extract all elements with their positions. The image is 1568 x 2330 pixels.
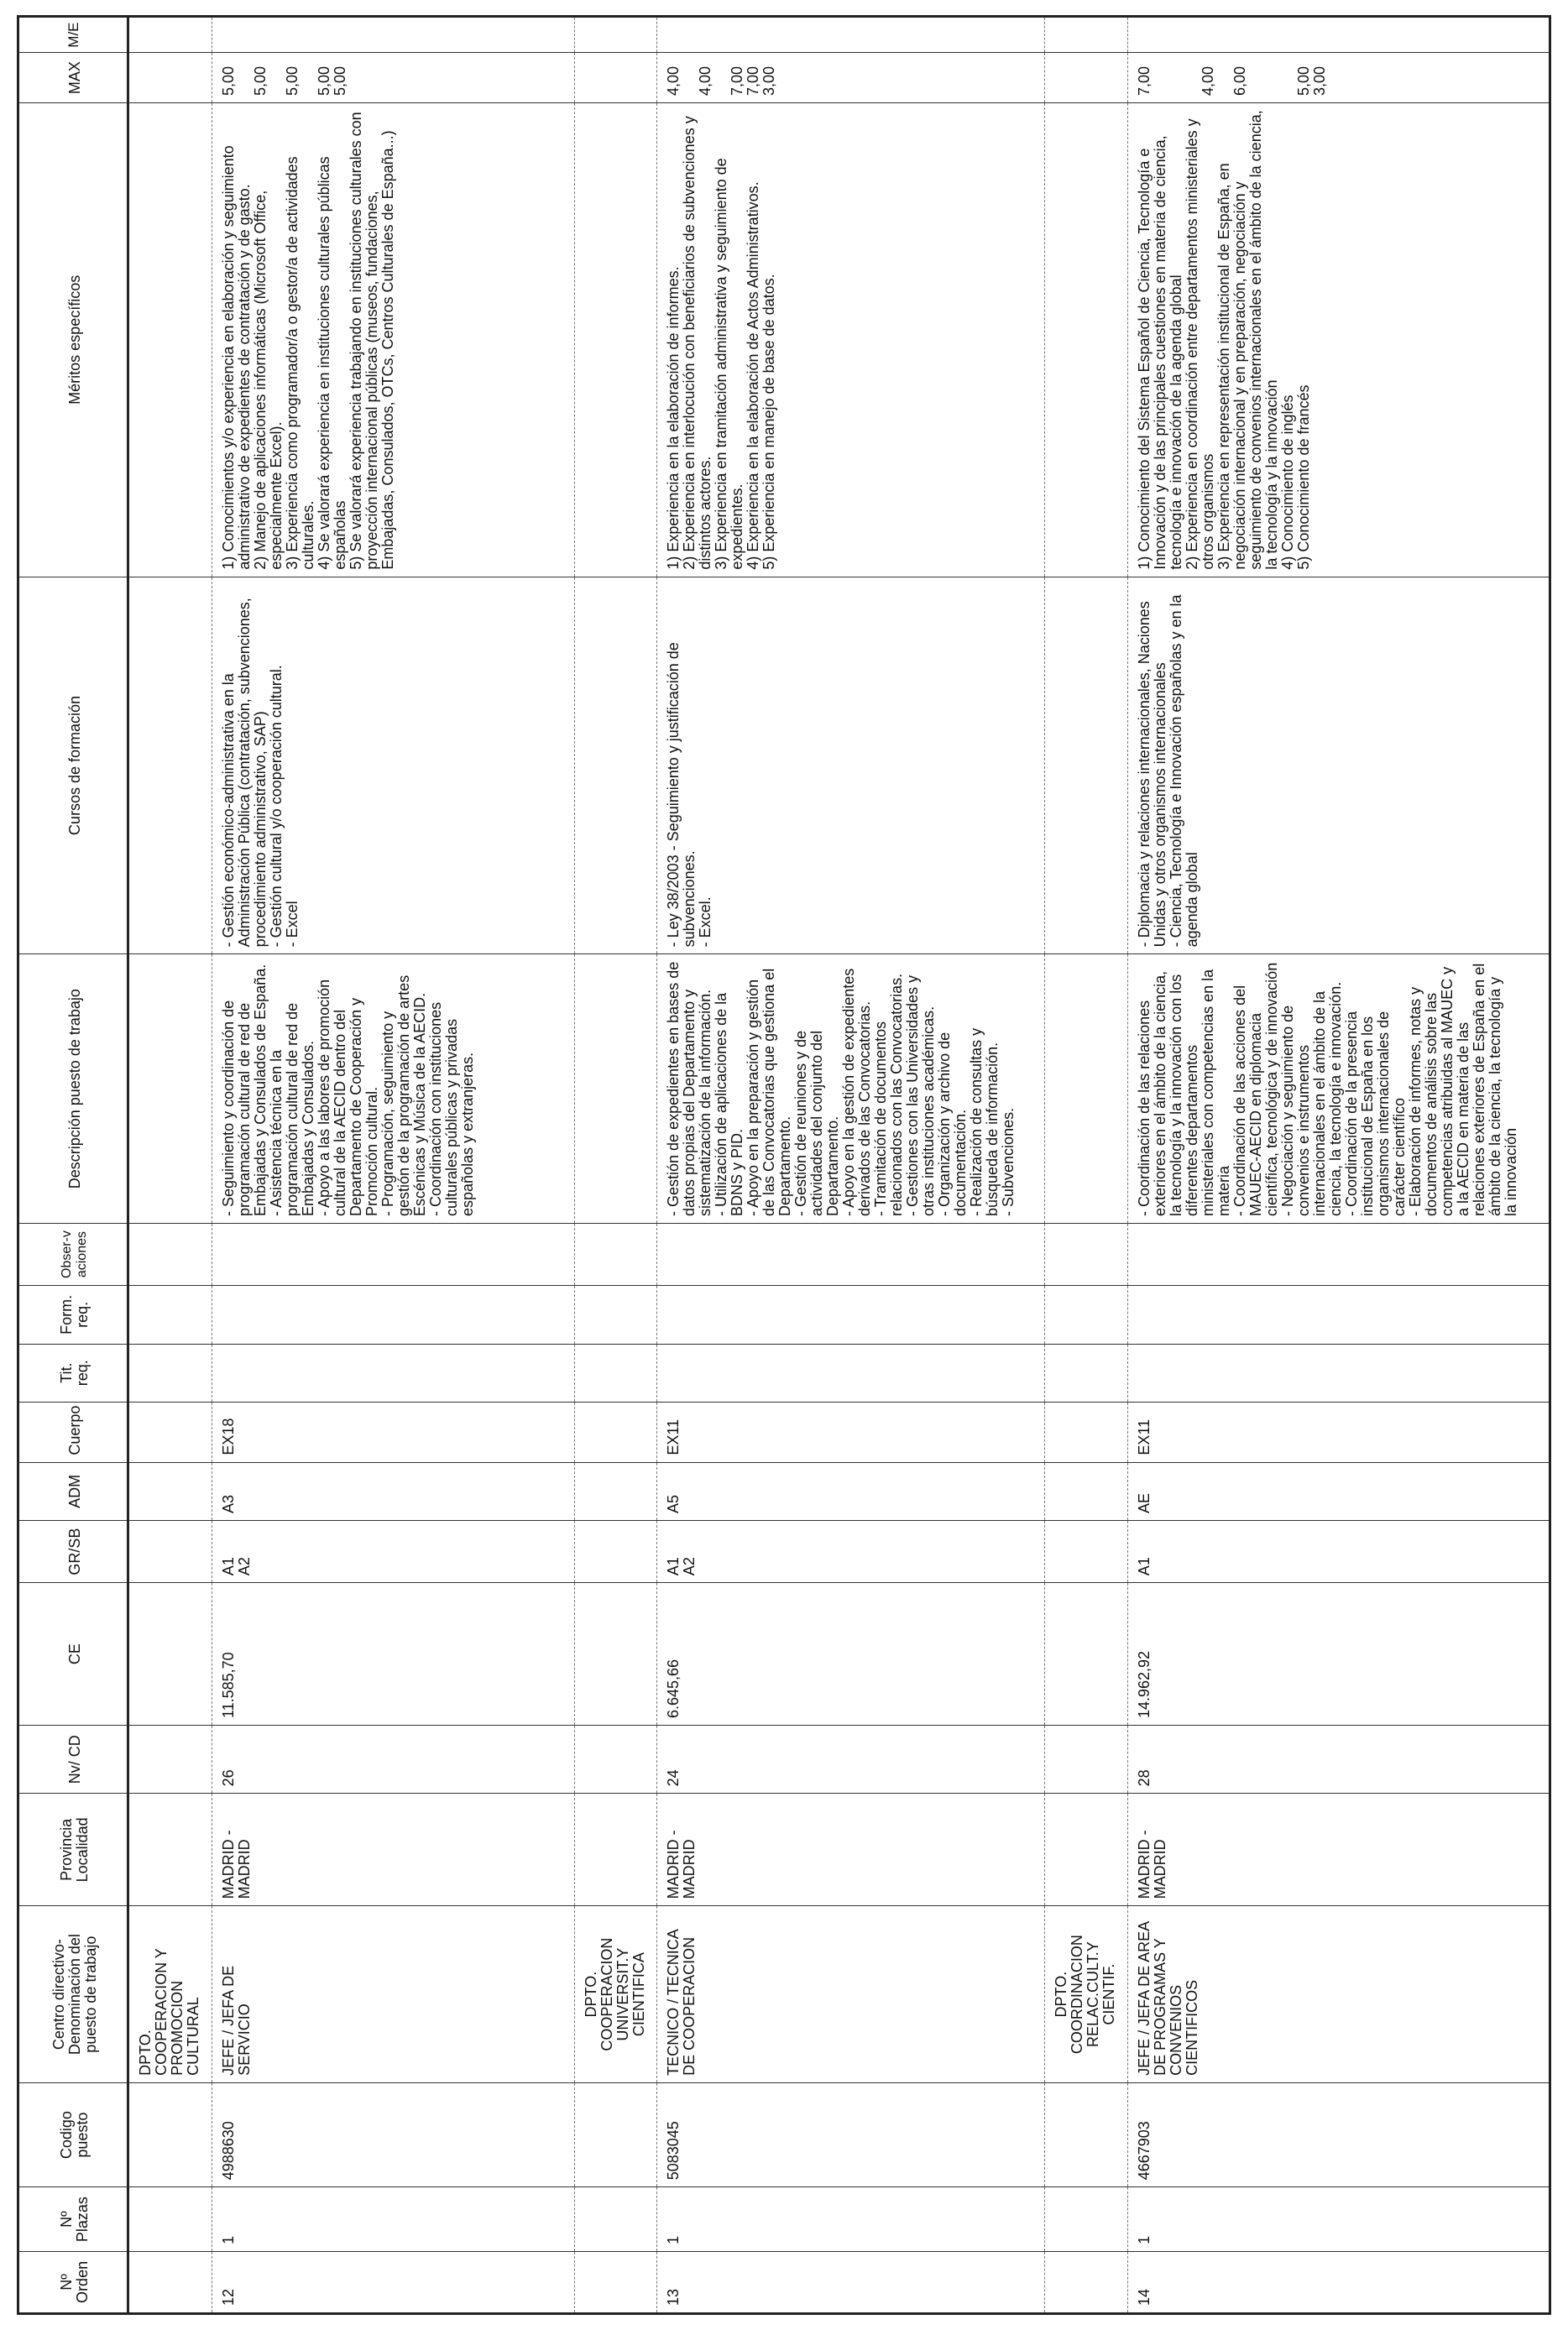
job-posts-table bbox=[17, 15, 1551, 2315]
obs-cell bbox=[212, 1223, 574, 1285]
plazas-cell: 1 bbox=[1127, 2187, 1550, 2252]
cuerpo-cell: EX11 bbox=[657, 1402, 1045, 1462]
nivel-cell: 28 bbox=[1127, 1726, 1550, 1794]
ce-cell: 6.645,66 bbox=[657, 1583, 1045, 1726]
meritos-cell: 1) Conocimientos y/o experiencia en elaboración y seguimiento administrativo de expedientes de contratación y de gasto. 2) Manejo de aplicaciones informáticas (Microsoft Office, especialmente Excel). 3) Experiencia como programador/a o gestor/a de actividades culturales. 4) Se valorará experiencia en instituciones culturales públicas españolas 5) Se valorará experiencia trabajando en instituciones culturales con proyección internacional públicas (museos, fundaciones, Embajadas, Consulados, OTCs, Centros Culturales de España...) bbox=[212, 103, 574, 577]
ce-cell: 14.962,92 bbox=[1127, 1583, 1550, 1726]
provincia-cell: MADRID - MADRID bbox=[212, 1794, 574, 1906]
header-me: M/E bbox=[18, 17, 128, 53]
header-nivel: Nv/ CD bbox=[18, 1726, 128, 1794]
header-centro: Centro directivo- Denominación del puesto de trabajo bbox=[18, 1906, 128, 2083]
header-provincia: Provincia Localidad bbox=[18, 1794, 128, 1906]
ce-cell: 11.585,70 bbox=[212, 1583, 574, 1726]
obs-cell bbox=[1127, 1223, 1550, 1285]
table-row bbox=[657, 17, 1045, 2314]
department-row bbox=[128, 17, 212, 2314]
meritos-cell: 1) Experiencia en la elaboración de informes. 2) Experiencia en interlocución con beneficiarios de subvenciones y distintos actores. 3) Experiencia en tramitación administrativa y seguimiento de expedientes. 4) Experiencia en la elaboración de Actos Administrativos. 5) Experiencia en manejo de base de datos. bbox=[657, 103, 1045, 577]
header-meritos: Méritos específicos bbox=[18, 103, 128, 577]
table-row bbox=[212, 17, 574, 2314]
cursos-cell: - Diplomacia y relaciones internacionales, Naciones Unidas y otros organismos internacionales - Ciencia, Tecnología e Innovación españolas y en la agenda global bbox=[1127, 577, 1550, 954]
meritos-cell: 1) Conocimiento del Sistema Español de Ciencia, Tecnología e Innovación y de las principales cuestiones en materia de ciencia, tecnología e innovación de la agenda global 2) Experiencia en coordinación entre departamentos ministeriales y otros organismos 3) Experiencia en representación institucional de España, en negociación internacional y en preparación, negociación y seguimiento de convenios internacionales en el ámbito de la ciencia, la tecnología y la innovación 4) Conocimiento de inglés 5) Conocimiento de francés bbox=[1127, 103, 1550, 577]
plazas-cell: 1 bbox=[212, 2187, 574, 2252]
department-row bbox=[574, 17, 657, 2314]
nivel-cell: 24 bbox=[657, 1726, 1045, 1794]
header-cuerpo: Cuerpo bbox=[18, 1402, 128, 1462]
grsb-cell: A1 A2 bbox=[212, 1521, 574, 1583]
denominacion-cell: TECNICO / TECNICA DE COOPERACION bbox=[657, 1906, 1045, 2083]
header-adm: ADM bbox=[18, 1462, 128, 1520]
tit-cell bbox=[1127, 1344, 1550, 1402]
descripcion-cell: - Seguimiento y coordinación de programación cultural de red de Embajadas y Consulados de España. - Asistencia técnica en la programación cultural de red de Embajadas y Consulados. - Apoyo a las labores de promoción cultural de la AECID dentro del Departamento de Cooperación y Promoción cultural. - Programación, seguimiento y gestión de la programación de artes Escénicas y Música de la AECID. - Coordinación con instituciones culturales públicas y privadas españolas y extranjeras. bbox=[212, 954, 574, 1224]
me-cell bbox=[657, 17, 1045, 53]
me-cell bbox=[1127, 17, 1550, 53]
adm-cell: A5 bbox=[657, 1462, 1045, 1520]
header-grsb: GR/SB bbox=[18, 1521, 128, 1583]
obs-cell bbox=[657, 1223, 1045, 1285]
form-cell bbox=[657, 1286, 1045, 1344]
orden-cell: 12 bbox=[212, 2251, 574, 2313]
max-cell: 4,00 4,00 7,00 7,00 3,00 bbox=[657, 53, 1045, 103]
me-cell bbox=[212, 17, 574, 53]
nivel-cell: 26 bbox=[212, 1726, 574, 1794]
tit-cell bbox=[212, 1344, 574, 1402]
max-cell: 7,00 4,00 6,00 5,00 3,00 bbox=[1127, 53, 1550, 103]
header-codigo: Codigo puesto bbox=[18, 2082, 128, 2186]
cursos-cell: - Ley 38/2003 - Seguimiento y justificación de subvenciones. - Excel. bbox=[657, 577, 1045, 954]
codigo-cell: 4667903 bbox=[1127, 2082, 1550, 2186]
cursos-cell: - Gestión económico-administrativa en la Administración Pública (contratación, subvenciones, procedimiento administrativo, SAP) - Gestión cultural y/o cooperación cultural. - Excel bbox=[212, 577, 574, 954]
header-plazas: Nº Plazas bbox=[18, 2187, 128, 2252]
tit-cell bbox=[657, 1344, 1045, 1402]
orden-cell: 14 bbox=[1127, 2251, 1550, 2313]
header-row bbox=[18, 17, 128, 2314]
grsb-cell: A1 bbox=[1127, 1521, 1550, 1583]
plazas-cell: 1 bbox=[657, 2187, 1045, 2252]
cuerpo-cell: EX18 bbox=[212, 1402, 574, 1462]
max-cell: 5,00 5,00 5,00 5,00 5,00 bbox=[212, 53, 574, 103]
department-name: DPTO. COOPERACION UNIVERSIT.Y CIENTIFICA bbox=[574, 1906, 657, 2083]
orden-cell: 13 bbox=[657, 2251, 1045, 2313]
codigo-cell: 5083045 bbox=[657, 2082, 1045, 2186]
descripcion-cell: - Coordinación de las relaciones exteriores en el ámbito de la ciencia, la tecnología y la innovación con los diferentes departamentos ministeriales con competencias en la materia - Coordinación de las acciones del MAUEC-AECID en diplomacia científica, tecnológica y de innovación - Negociación y seguimiento de convenios e instrumentos internacionales en el ámbito de la ciencia, la tecnología e innovación. - Coordinación de la presencia institucional de España en los organismos internacionales de carácter científico - Elaboración de informes, notas y documentos de análisis sobre las competencias atribuidas al MAUEC y a la AECID en materia de las relaciones exteriores de España en el ámbito de la ciencia, la tecnología y la innovación bbox=[1127, 954, 1550, 1224]
department-row bbox=[1045, 17, 1128, 2314]
header-tit: Tit. req. bbox=[18, 1344, 128, 1402]
denominacion-cell: JEFE / JEFA DE AREA DE PROGRAMAS Y CONVENIOS CIENTIFICOS bbox=[1127, 1906, 1550, 2083]
form-cell bbox=[1127, 1286, 1550, 1344]
header-cursos: Cursos de formación bbox=[18, 577, 128, 954]
grsb-cell: A1 A2 bbox=[657, 1521, 1045, 1583]
table-row bbox=[1127, 17, 1550, 2314]
adm-cell: AE bbox=[1127, 1462, 1550, 1520]
department-name: DPTO. COOPERACION Y PROMOCION CULTURAL bbox=[128, 1906, 212, 2083]
header-max: MAX bbox=[18, 53, 128, 103]
header-ce: CE bbox=[18, 1583, 128, 1726]
form-cell bbox=[212, 1286, 574, 1344]
codigo-cell: 4988630 bbox=[212, 2082, 574, 2186]
provincia-cell: MADRID - MADRID bbox=[657, 1794, 1045, 1906]
department-name: DPTO. COORDINACION RELAC.CULT.Y CIENTIF. bbox=[1045, 1906, 1128, 2083]
header-descripcion: Descripción puesto de trabajo bbox=[18, 954, 128, 1224]
adm-cell: A3 bbox=[212, 1462, 574, 1520]
header-form: Form. req. bbox=[18, 1286, 128, 1344]
header-orden: Nº Orden bbox=[18, 2251, 128, 2313]
denominacion-cell: JEFE / JEFA DE SERVICIO bbox=[212, 1906, 574, 2083]
header-obs: Obser-vaciones bbox=[18, 1223, 128, 1285]
cuerpo-cell: EX11 bbox=[1127, 1402, 1550, 1462]
descripcion-cell: - Gestión de expedientes en bases de datos propias del Departamento y sistematización de la información. - Utilización de aplicaciones de la BDNS y PID. - Apoyo en la preparación y gestión de las Convocatorias que gestiona el Departamento. - Gestión de reuniones y de actividades del conjunto del Departamento. - Apoyo en la gestión de expedientes derivados de las Convocatorias. - Tramitación de documentos relacionados con las Convocatorias. - Gestiones con las Universidades y otras instituciones académicas. - Organización y archivo de documentación. - Realización de consultas y búsqueda de información. - Subvenciones. bbox=[657, 954, 1045, 1224]
provincia-cell: MADRID - MADRID bbox=[1127, 1794, 1550, 1906]
